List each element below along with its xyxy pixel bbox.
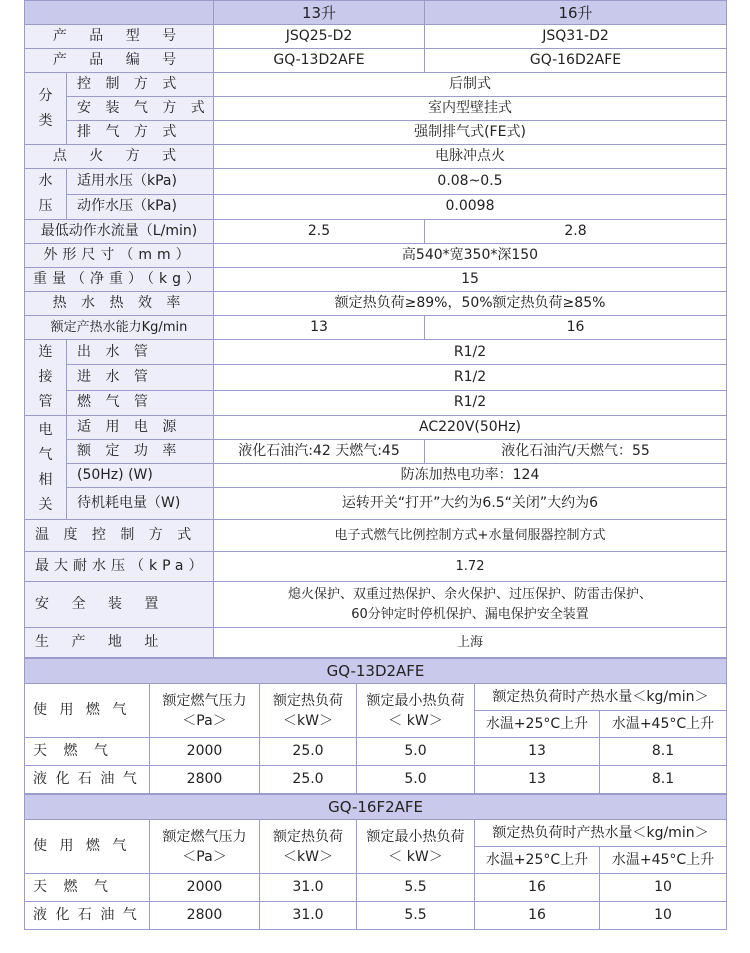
value-min-flow-16: 2.8 — [425, 220, 727, 244]
row-water-applicable — [25, 169, 727, 195]
value-install: 室内型壁挂式 — [214, 97, 727, 121]
gas-minload: 5.0 — [357, 738, 475, 766]
value-rated-power-13: 液化石油汽:42 天燃气:45 — [214, 440, 425, 464]
value-model-13: JSQ25-D2 — [214, 25, 425, 49]
label-model: 产 品 型 号 — [25, 25, 214, 49]
gas-table-2-head-pressure-2: ＜Pa＞ — [182, 848, 227, 865]
gas-t45: 8.1 — [600, 738, 727, 766]
value-min-flow-13: 2.5 — [214, 220, 425, 244]
row-ignition — [25, 145, 727, 169]
gas-table-2-title-row — [25, 795, 727, 820]
value-weight: 15 — [214, 268, 727, 292]
group-classify-char: 类 — [38, 112, 53, 129]
value-outlet: R1/2 — [214, 340, 727, 365]
gas-table-1-head-pressure — [150, 684, 260, 738]
row-max-pressure — [25, 552, 727, 582]
value-standby: 运转开关“打开”大约为6.5“关闭”大约为6 — [214, 488, 727, 520]
group-electric — [25, 416, 67, 520]
value-water-applicable: 0.08~0.5 — [214, 169, 727, 195]
row-capacity — [25, 316, 727, 340]
label-ignition: 点 火 方 式 — [25, 145, 214, 169]
row-weight — [25, 268, 727, 292]
row-min-flow — [25, 220, 727, 244]
label-origin: 生 产 地 址 — [25, 628, 214, 658]
label-min-flow: 最低动作水流量（L/min) — [25, 220, 214, 244]
label-code: 产 品 编 号 — [25, 49, 214, 73]
gas-table-1 — [24, 658, 727, 794]
gas-table-2-head-minload — [357, 820, 475, 874]
value-model-16: JSQ31-D2 — [425, 25, 727, 49]
header-16l: 16升 — [425, 1, 727, 25]
label-temp-control: 温 度 控 制 方 式 — [25, 520, 214, 552]
gas-table-1-head-load-1: 额定热负荷 — [273, 692, 343, 709]
group-electric-char: 关 — [38, 496, 53, 513]
table-row — [25, 874, 727, 902]
gas-minload: 5.5 — [357, 902, 475, 930]
row-exhaust — [25, 121, 727, 145]
label-inlet: 进 水 管 — [67, 365, 214, 390]
value-max-pressure: 1.72 — [214, 552, 727, 582]
value-inlet: R1/2 — [214, 365, 727, 390]
gas-minload: 5.0 — [357, 766, 475, 794]
gas-t25: 16 — [475, 874, 600, 902]
value-temp-control: 电子式燃气比例控制方式+水量伺服器控制方式 — [214, 520, 727, 552]
gas-pressure: 2000 — [150, 874, 260, 902]
value-exhaust: 强制排气式(FE式) — [214, 121, 727, 145]
value-size: 高540*宽350*深150 — [214, 244, 727, 268]
gas-name: 天 燃 气 — [25, 874, 150, 902]
gas-table-2-head-load-1: 额定热负荷 — [273, 828, 343, 845]
gas-table-1-title-row — [25, 659, 727, 684]
gas-table-2-head-minload-2: ＜ kW＞ — [388, 848, 443, 865]
gas-table-1-head-pressure-2: ＜Pa＞ — [182, 712, 227, 729]
gas-table-1-head-minload — [357, 684, 475, 738]
row-size — [25, 244, 727, 268]
group-connection — [25, 340, 67, 416]
value-water-action: 0.0098 — [214, 194, 727, 220]
label-safety: 安 全 装 置 — [25, 582, 214, 628]
value-code-16: GQ-16D2AFE — [425, 49, 727, 73]
gas-name: 液 化 石 油 气 — [25, 766, 150, 794]
group-connection-char: 接 — [38, 369, 53, 385]
gas-table-2-head-load — [260, 820, 357, 874]
gas-table-2-head-t25: 水温+25°C上升 — [475, 847, 600, 874]
gas-table-1-head-minload-2: ＜ kW＞ — [388, 712, 443, 729]
spec-sheet — [24, 0, 726, 930]
row-code — [25, 49, 727, 73]
gas-load: 31.0 — [260, 874, 357, 902]
label-power-supply: 适 用 电 源 — [67, 416, 214, 440]
gas-table-2-head-gas: 使 用 燃 气 — [25, 820, 150, 874]
gas-table-1-head-t25: 水温+25°C上升 — [475, 711, 600, 738]
value-capacity-13: 13 — [214, 316, 425, 340]
gas-table-2 — [24, 794, 727, 930]
spec-table — [24, 0, 727, 658]
gas-pressure: 2800 — [150, 902, 260, 930]
label-exhaust: 排 气 方 式 — [67, 121, 214, 145]
row-efficiency — [25, 292, 727, 316]
group-water-char: 水 — [38, 173, 53, 189]
group-water — [25, 169, 67, 220]
row-model — [25, 25, 727, 49]
gas-load: 31.0 — [260, 902, 357, 930]
gas-pressure: 2800 — [150, 766, 260, 794]
row-install — [25, 97, 727, 121]
value-safety-line1: 熄火保护、双重过热保护、余火保护、过压保护、防雷击保护、 — [287, 586, 652, 602]
label-water-applicable: 适用水压（kPa) — [67, 169, 214, 195]
row-standby — [25, 488, 727, 520]
table-row — [25, 766, 727, 794]
group-classify-char: 分 — [38, 87, 53, 104]
gas-table-2-head-output: 额定热负荷时产热水量＜kg/min＞ — [475, 820, 727, 847]
value-efficiency: 额定热负荷≥89%，50%额定热负荷≥85% — [214, 292, 727, 316]
gas-table-1-head-gas: 使 用 燃 气 — [25, 684, 150, 738]
label-capacity: 额定产热水能力Kg/min — [25, 316, 214, 340]
group-water-char: 压 — [38, 198, 53, 214]
label-water-action: 动作水压（kPa) — [67, 194, 214, 220]
header-row — [25, 1, 727, 25]
label-control: 控 制 方 式 — [67, 73, 214, 97]
gas-table-1-head-load — [260, 684, 357, 738]
value-safety-line2: 60分钟定时停机保护、漏电保护安全装置 — [351, 606, 589, 622]
gas-table-2-head-pressure-1: 额定燃气压力 — [162, 828, 247, 845]
value-ignition: 电脉冲点火 — [214, 145, 727, 169]
value-control: 后制式 — [214, 73, 727, 97]
label-size: 外形尺寸（mm） — [25, 244, 214, 268]
row-outlet — [25, 340, 727, 365]
gas-t45: 8.1 — [600, 766, 727, 794]
gas-t25: 13 — [475, 738, 600, 766]
group-classify — [25, 73, 67, 145]
gas-t25: 13 — [475, 766, 600, 794]
row-safety — [25, 582, 727, 628]
gas-table-2-title: GQ-16F2AFE — [25, 795, 727, 820]
row-temp-control — [25, 520, 727, 552]
value-origin: 上海 — [214, 628, 727, 658]
gas-name: 天 燃 气 — [25, 738, 150, 766]
gas-table-1-head-output: 额定热负荷时产热水量＜kg/min＞ — [475, 684, 727, 711]
label-standby: 待机耗电量（W) — [67, 488, 214, 520]
value-gas-pipe: R1/2 — [214, 390, 727, 415]
gas-t25: 16 — [475, 902, 600, 930]
label-max-pressure: 最大耐水压（kPa） — [25, 552, 214, 582]
row-water-action — [25, 194, 727, 220]
gas-load: 25.0 — [260, 738, 357, 766]
value-rated-power-16: 液化石油汽/天燃气：55 — [425, 440, 727, 464]
table-row — [25, 902, 727, 930]
label-gas-pipe: 燃 气 管 — [67, 390, 214, 415]
value-capacity-16: 16 — [425, 316, 727, 340]
value-safety — [214, 582, 727, 628]
group-connection-char: 连 — [38, 344, 53, 360]
gas-table-2-head-load-2: ＜kW＞ — [283, 848, 333, 865]
gas-table-1-title: GQ-13D2AFE — [25, 659, 727, 684]
gas-table-2-head-row1 — [25, 820, 727, 847]
table-row — [25, 738, 727, 766]
row-rated-power — [25, 440, 727, 464]
label-efficiency: 热 水 热 效 率 — [25, 292, 214, 316]
label-weight: 重量（净重）（kg） — [25, 268, 214, 292]
row-antifreeze — [25, 464, 727, 488]
gas-load: 25.0 — [260, 766, 357, 794]
value-power-supply: AC220V(50Hz) — [214, 416, 727, 440]
gas-table-1-head-row1 — [25, 684, 727, 711]
label-rated-power-unit: (50Hz) (W) — [67, 464, 214, 488]
gas-t45: 10 — [600, 874, 727, 902]
gas-table-1-head-minload-1: 额定最小热负荷 — [366, 692, 465, 709]
gas-minload: 5.5 — [357, 874, 475, 902]
gas-table-2-head-minload-1: 额定最小热负荷 — [366, 828, 465, 845]
group-connection-char: 管 — [38, 394, 53, 410]
gas-table-1-head-t45: 水温+45°C上升 — [600, 711, 727, 738]
gas-table-2-head-pressure — [150, 820, 260, 874]
group-electric-char: 电 — [38, 421, 53, 438]
gas-name: 液 化 石 油 气 — [25, 902, 150, 930]
header-13l: 13升 — [214, 1, 425, 25]
label-outlet: 出 水 管 — [67, 340, 214, 365]
row-gas-pipe — [25, 390, 727, 415]
gas-table-1-head-pressure-1: 额定燃气压力 — [162, 692, 247, 709]
row-origin — [25, 628, 727, 658]
header-blank — [25, 1, 214, 25]
row-power-supply — [25, 416, 727, 440]
value-code-13: GQ-13D2AFE — [214, 49, 425, 73]
label-install: 安 装 气 方 式 — [67, 97, 214, 121]
gas-table-2-head-t45: 水温+45°C上升 — [600, 847, 727, 874]
value-antifreeze: 防冻加热电功率：124 — [214, 464, 727, 488]
row-control — [25, 73, 727, 97]
gas-table-1-head-load-2: ＜kW＞ — [283, 712, 333, 729]
row-inlet — [25, 365, 727, 390]
group-electric-char: 气 — [38, 446, 53, 463]
label-rated-power: 额 定 功 率 — [67, 440, 214, 464]
gas-pressure: 2000 — [150, 738, 260, 766]
group-electric-char: 相 — [38, 471, 53, 488]
gas-t45: 10 — [600, 902, 727, 930]
